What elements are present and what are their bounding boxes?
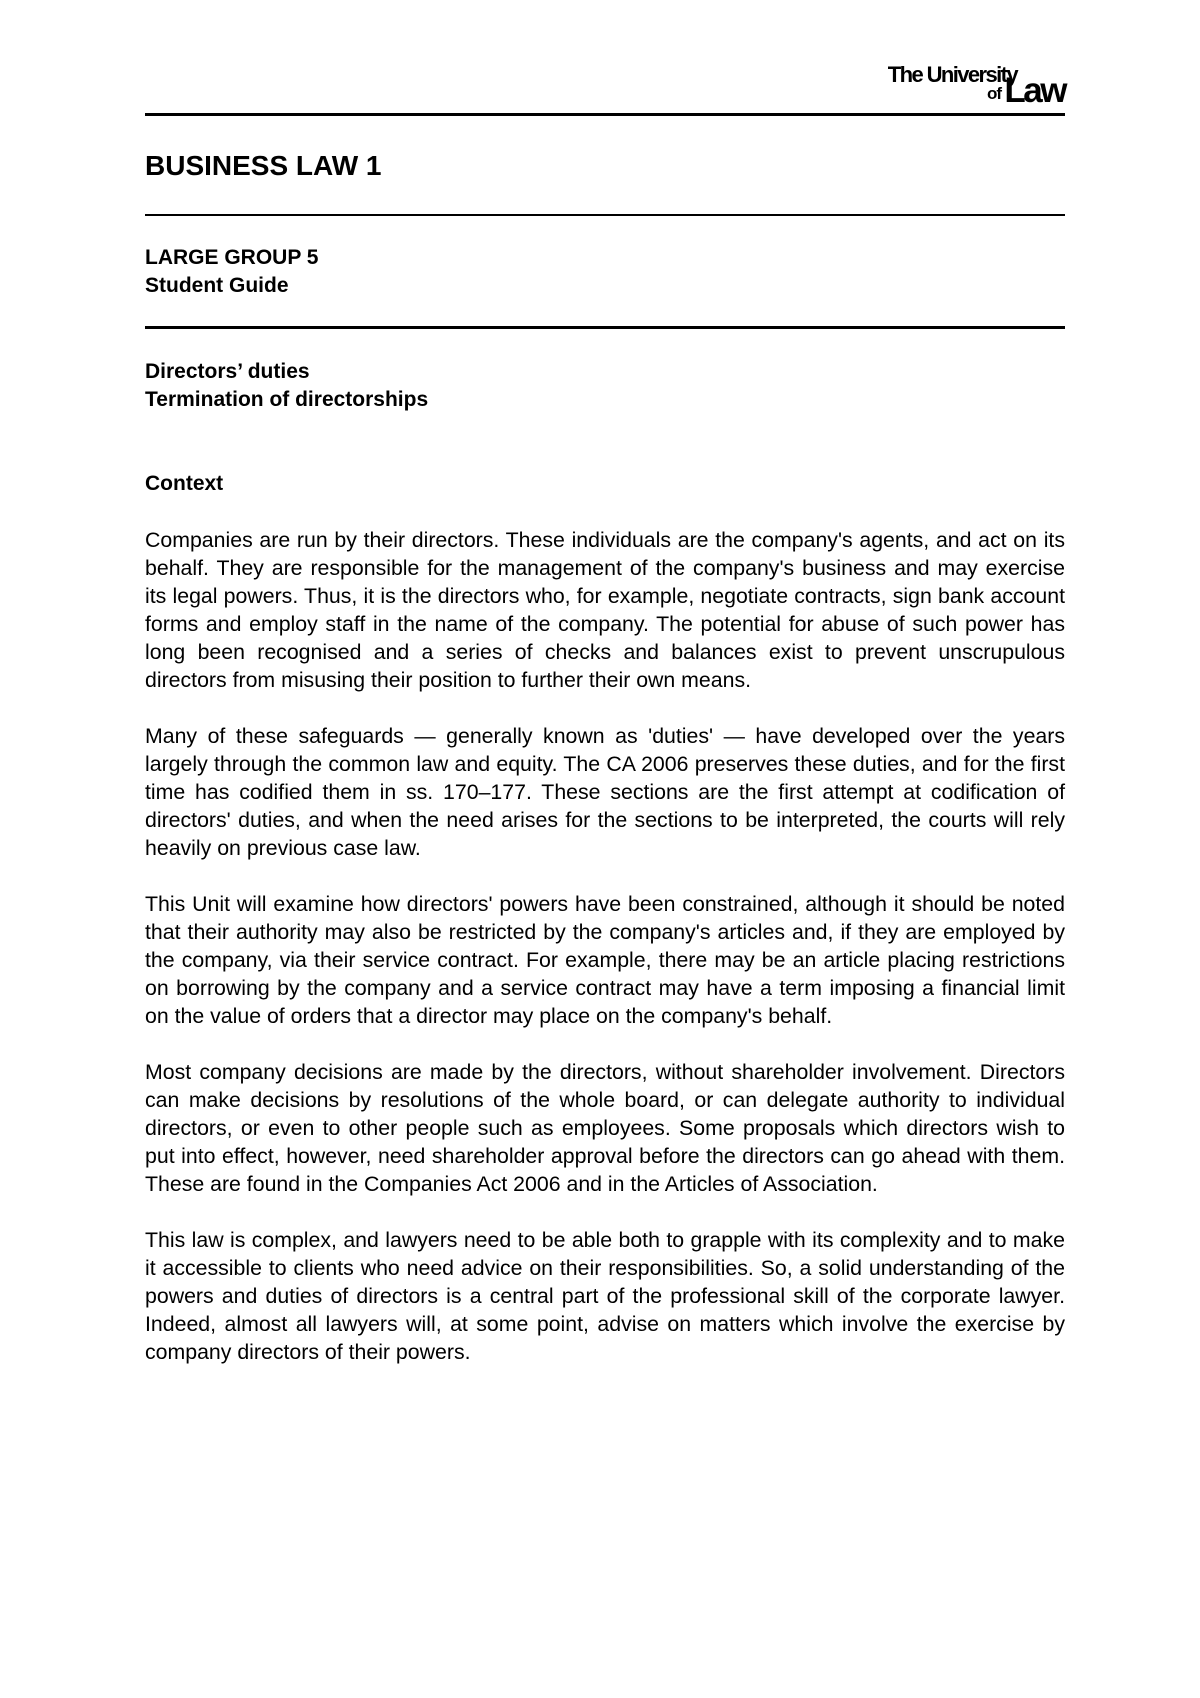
topic-item: Termination of directorships bbox=[145, 388, 429, 411]
title-divider bbox=[145, 214, 1065, 216]
university-of-law-logo bbox=[860, 64, 1065, 108]
logo-text-university: The University bbox=[887, 62, 1017, 87]
body-paragraph: Most company decisions are made by the directors, without shareholder involvement. Directors can make decisions by resolutions of the whole board, or can delegate authority to individual directors, or even to other people such as employees. Some proposals which directors wish to put into effect, however, need shareholder approval before the directors can go ahead with them. These are found in the Companies Act 2006 and in the Articles of Association. bbox=[145, 1060, 1065, 1196]
logo-text-law: Law bbox=[1004, 71, 1065, 110]
session-group: LARGE GROUP 5 bbox=[145, 246, 319, 269]
topic-item: Directors’ duties bbox=[145, 360, 310, 383]
context-heading: Context bbox=[145, 472, 224, 495]
topics-list bbox=[145, 358, 428, 414]
session-guide: Student Guide bbox=[145, 274, 289, 297]
course-title: BUSINESS LAW 1 bbox=[145, 150, 382, 181]
session-info bbox=[145, 244, 318, 300]
body-paragraph: Companies are run by their directors. These individuals are the company's agents, and act on its behalf. They are responsible for the management of the company's business and may exercise its legal powers. Thus, it is the directors who, for example, negotiate contracts, sign bank account forms and employ staff in the name of the company. The potential for abuse of such power has long been recognised and a series of checks and balances exist to prevent unscrupulous directors from misusing their position to further their own means. bbox=[145, 528, 1065, 692]
session-divider bbox=[145, 326, 1065, 329]
top-divider bbox=[145, 113, 1065, 116]
context-body bbox=[145, 526, 1065, 1366]
body-paragraph: This Unit will examine how directors' powers have been constrained, although it should be noted that their authority may also be restricted by the company's articles and, if they are employed by the company, via their service contract. For example, there may be an article placing restrictions on borrowing by the company and a service contract may have a term imposing a financial limit on the value of orders that a director may place on the company's behalf. bbox=[145, 892, 1065, 1028]
logo-text-of: of bbox=[986, 84, 1001, 103]
document-page bbox=[145, 0, 1065, 1698]
body-paragraph: This law is complex, and lawyers need to be able both to grapple with its complexity and to make it accessible to clients who need advice on their responsibilities. So, a solid understanding of the powers and duties of directors is a central part of the professional skill of the corporate lawyer. Indeed, almost all lawyers will, at some point, advise on matters which involve the exercise by company directors of their powers. bbox=[145, 1228, 1065, 1364]
body-paragraph: Many of these safeguards — generally known as 'duties' — have developed over the years largely through the common law and equity. The CA 2006 preserves these duties, and for the first time has codified them in ss. 170–177. These sections are the first attempt at codification of directors' duties, and when the need arises for the sections to be interpreted, the courts will rely heavily on previous case law. bbox=[145, 724, 1065, 860]
